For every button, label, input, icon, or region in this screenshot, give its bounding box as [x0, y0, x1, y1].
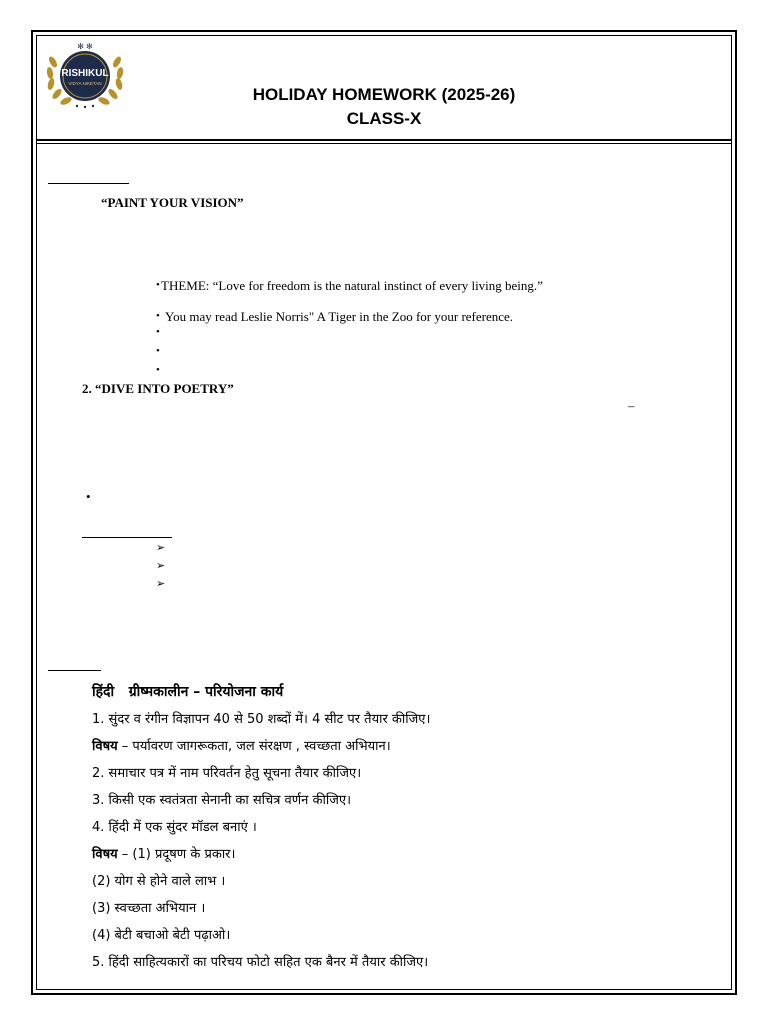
arrow-bullet: ➢ [156, 577, 166, 590]
topic-label: विषय [92, 739, 118, 754]
logo-subtext: VIDYA NIKETAN [68, 81, 102, 86]
section-underline [82, 537, 172, 538]
hindi-sub-4: (4) बेटी बचाओ बेटी पढ़ाओ। [92, 928, 231, 943]
section-underline-english [48, 183, 129, 184]
hindi-topic-2 [92, 844, 235, 862]
hindi-item-1: 1. सुंदर व रंगीन विज्ञापन 40 से 50 शब्दों में। 4 सीट पर तैयार कीजिए। [92, 712, 431, 727]
reference-text: You may read Leslie Norris" A Tiger in the Zoo for your reference. [165, 309, 514, 324]
arrow-bullet: ➢ [156, 559, 166, 572]
header-divider [36, 139, 732, 141]
logo-text: RISHIKUL [61, 68, 109, 79]
hindi-item-5: 5. हिंदी साहित्यकारों का परिचय फोटो सहित एक बैनर में तैयार कीजिए। [92, 955, 429, 970]
section2-title: 2. “DIVE INTO POETRY” [82, 381, 234, 396]
topic-label: विषय [92, 847, 118, 862]
hindi-topic-1 [92, 736, 391, 754]
hindi-sub-2: (2) योग से होने वाले लाभ । [92, 874, 226, 889]
section-underline-hindi [48, 670, 101, 671]
bullet-marker: • [156, 326, 160, 338]
hindi-heading-rest: ग्रीष्मकालीन – परियोजना कार्य [128, 684, 284, 700]
header-divider-thin [36, 143, 732, 144]
arrow-bullet: ➢ [156, 541, 166, 554]
bullet-marker: • [156, 279, 160, 291]
bullet-marker: • [86, 489, 91, 504]
hindi-item-4: 4. हिंदी में एक सुंदर मॉडल बनाएं । [92, 820, 257, 835]
hindi-subject: हिंदी [92, 684, 115, 700]
hindi-heading [92, 682, 283, 701]
school-logo [43, 40, 127, 110]
hindi-item-3: 3. किसी एक स्वतंत्रता सेनानी का सचित्र वर्णन कीजिए। [92, 793, 352, 808]
theme-text: THEME: “Love for freedom is the natural instinct of every living being.” [161, 278, 543, 293]
dash-mark: – [628, 398, 635, 413]
hindi-sub-3: (3) स्वच्छता अभियान । [92, 901, 206, 916]
section1-title: “PAINT YOUR VISION” [101, 195, 244, 210]
topic-text: – पर्यावरण जागरूकता, जल संरक्षण , स्वच्छता अभियान। [121, 739, 391, 754]
bullet-marker: • [156, 364, 160, 376]
hindi-item-2: 2. समाचार पत्र में नाम परिवर्तन हेतु सूचना तैयार कीजिए। [92, 766, 362, 781]
topic-text: – (1) प्रदूषण के प्रकार। [121, 847, 236, 862]
class-title: CLASS-X [346, 109, 422, 128]
page-title: HOLIDAY HOMEWORK (2025-26) [252, 85, 516, 104]
svg-text:✻ ✻: ✻ ✻ [77, 42, 93, 51]
bullet-marker: • [156, 310, 160, 322]
bullet-marker: • [156, 345, 160, 357]
